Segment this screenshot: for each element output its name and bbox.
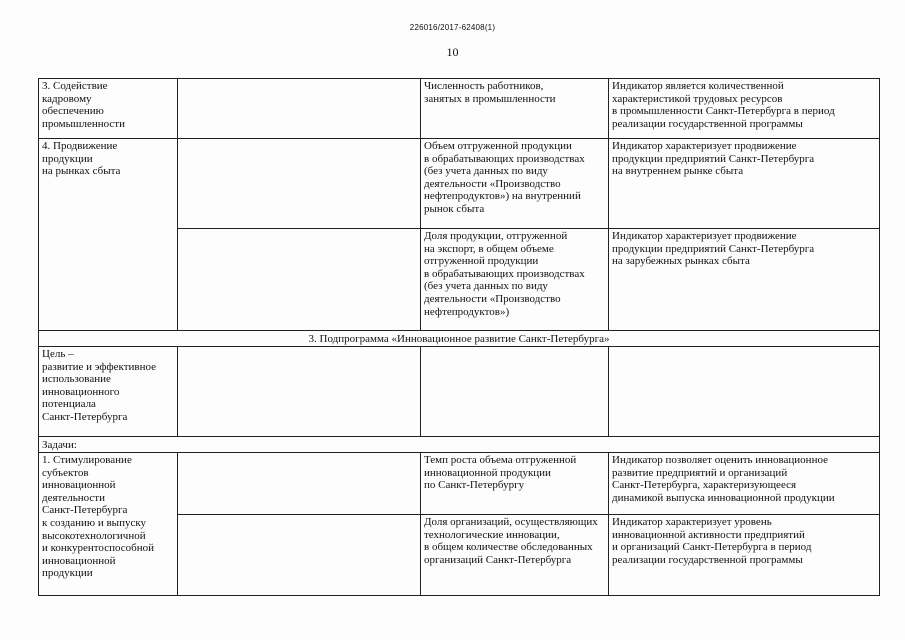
indicator-cell: Темп роста объема отгруженной инновационной продукции по Санкт-Петербургу [421,453,609,515]
empty-cell [609,347,880,437]
indicator-cell: Объем отгруженной продукции в обрабатывающих производствах (без учета данных по виду деятельности «Производство нефтепродуктов») на внутренний рынок сбыта [421,139,609,229]
task-cell: 1. Стимулирование субъектов инновационной деятельности Санкт-Петербурга к созданию и выпуску высокотехнологичной и конкурентоспособной инновационной продукции [39,453,178,596]
subprogram-heading: 3. Подпрограмма «Инновационное развитие Санкт-Петербурга» [39,331,880,347]
table-row [39,347,880,437]
description-cell: Индикатор характеризует уровень инновационной активности предприятий и организаций Санкт-Петербурга в период реализации государственной программы [609,515,880,596]
empty-cell [178,229,421,331]
empty-cell [178,347,421,437]
table-row [39,453,880,515]
tasks-label: Задачи: [39,437,880,453]
document-id: 226016/2017-62408(1) [409,23,496,32]
description-cell: Индикатор характеризует продвижение продукции предприятий Санкт-Петербурга на зарубежных рынках сбыта [609,229,880,331]
table-row [39,331,880,347]
table-row [39,139,880,229]
table-row [39,437,880,453]
empty-cell [178,79,421,139]
indicator-cell: Доля организаций, осуществляющих технологические инновации, в общем количестве обследованных организаций Санкт-Петербурга [421,515,609,596]
goal-cell: Цель – развитие и эффективное использование инновационного потенциала Санкт-Петербурга [39,347,178,437]
indicator-cell: Доля продукции, отгруженной на экспорт, в общем объеме отгруженной продукции в обрабатывающих производствах (без учета данных по виду деятельности «Производство нефтепродуктов») [421,229,609,331]
empty-cell [178,139,421,229]
description-cell: Индикатор характеризует продвижение продукции предприятий Санкт-Петербурга на внутреннем рынке сбыта [609,139,880,229]
empty-cell [421,347,609,437]
empty-cell [178,453,421,515]
description-cell: Индикатор позволяет оценить инновационное развитие предприятий и организаций Санкт-Петербурга, характеризующееся динамикой выпуска инновационной продукции [609,453,880,515]
indicators-table [38,78,880,596]
table-row [39,79,880,139]
task-cell: 4. Продвижение продукции на рынках сбыта [39,139,178,331]
empty-cell [178,515,421,596]
task-cell: 3. Содействие кадровому обеспечению промышленности [39,79,178,139]
page-number: 10 [446,45,459,59]
indicator-cell: Численность работников, занятых в промышленности [421,79,609,139]
description-cell: Индикатор является количественной характеристикой трудовых ресурсов в промышленности Санкт-Петербурга в период реализации государственной программы [609,79,880,139]
